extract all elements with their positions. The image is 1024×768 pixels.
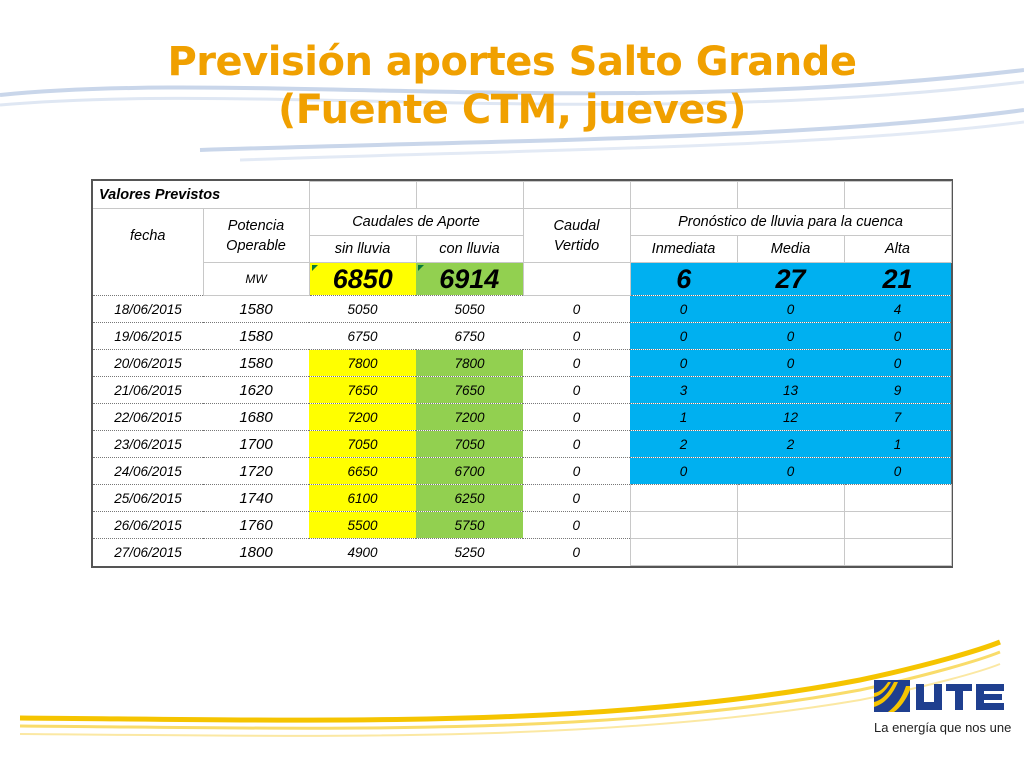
con-lluvia-cell: 6250 — [416, 485, 523, 512]
media-cell: 0 — [737, 458, 844, 485]
sin-lluvia-cell: 7650 — [309, 377, 416, 404]
bottom-swoosh-decoration — [0, 620, 1024, 768]
alta-cell: 9 — [844, 377, 951, 404]
alta-cell — [844, 485, 951, 512]
potencia-cell: 1720 — [203, 458, 309, 485]
inmediata-cell: 0 — [630, 350, 737, 377]
inmediata-cell: 3 — [630, 377, 737, 404]
fecha-header: fecha — [130, 227, 166, 244]
caudal-vertido-cell: 0 — [523, 377, 630, 404]
fecha-cell: 20/06/2015 — [93, 350, 203, 377]
potencia-cell: 1740 — [203, 485, 309, 512]
inmediata-cell: 2 — [630, 431, 737, 458]
alta-cell: 1 — [844, 431, 951, 458]
sin-lluvia-header: sin lluvia — [309, 236, 416, 263]
potencia-operable-header: Potencia Operable — [203, 209, 309, 263]
sin-lluvia-cell: 7200 — [309, 404, 416, 431]
table-row — [93, 431, 951, 458]
comment-marker-icon — [418, 265, 424, 271]
alta-cell: 0 — [844, 323, 951, 350]
total-con-lluvia-value: 6914 — [439, 263, 500, 294]
comment-marker-icon — [312, 265, 318, 271]
media-cell: 0 — [737, 350, 844, 377]
total-alta: 21 — [844, 263, 951, 296]
media-cell: 13 — [737, 377, 844, 404]
con-lluvia-header: con lluvia — [416, 236, 523, 263]
potencia-cell: 1700 — [203, 431, 309, 458]
alta-cell: 7 — [844, 404, 951, 431]
table-row — [93, 350, 951, 377]
table-row — [93, 458, 951, 485]
ute-logo — [874, 680, 1012, 740]
con-lluvia-cell: 6750 — [416, 323, 523, 350]
sin-lluvia-cell: 4900 — [309, 539, 416, 566]
title-line-1: Previsión aportes Salto Grande — [167, 39, 857, 85]
table-row — [93, 404, 951, 431]
sin-lluvia-cell: 6750 — [309, 323, 416, 350]
potencia-cell: 1580 — [203, 323, 309, 350]
sin-lluvia-cell: 6100 — [309, 485, 416, 512]
con-lluvia-cell: 7650 — [416, 377, 523, 404]
table-row — [93, 512, 951, 539]
alta-cell: 0 — [844, 458, 951, 485]
media-cell: 0 — [737, 323, 844, 350]
fecha-cell: 19/06/2015 — [93, 323, 203, 350]
header-row-title — [93, 182, 951, 209]
caudal-vertido-cell: 0 — [523, 458, 630, 485]
ute-slogan: La energía que nos une — [874, 720, 1012, 735]
inmediata-cell — [630, 485, 737, 512]
empty-header-cell — [844, 182, 951, 209]
ute-emblem-icon — [874, 680, 910, 712]
alta-cell: 4 — [844, 296, 951, 323]
caudales-de-aporte-header: Caudales de Aporte — [309, 209, 523, 236]
potencia-cell: 1580 — [203, 350, 309, 377]
fecha-cell: 18/06/2015 — [93, 296, 203, 323]
empty-header-cell — [737, 182, 844, 209]
inmediata-cell: 1 — [630, 404, 737, 431]
con-lluvia-cell: 7050 — [416, 431, 523, 458]
potencia-cell: 1580 — [203, 296, 309, 323]
fecha-cell: 22/06/2015 — [93, 404, 203, 431]
sin-lluvia-cell: 5500 — [309, 512, 416, 539]
media-cell — [737, 512, 844, 539]
title-line-2: (Fuente CTM, jueves) — [277, 87, 747, 133]
pronostico-lluvia-header: Pronóstico de lluvia para la cuenca — [630, 209, 951, 236]
table-row — [93, 296, 951, 323]
fecha-cell: 23/06/2015 — [93, 431, 203, 458]
con-lluvia-cell: 5050 — [416, 296, 523, 323]
total-con-lluvia — [416, 263, 523, 296]
alta-cell — [844, 512, 951, 539]
ute-wordmark — [914, 682, 1006, 712]
sin-lluvia-cell: 6650 — [309, 458, 416, 485]
media-header: Media — [737, 236, 844, 263]
caudal-vertido-cell: 0 — [523, 539, 630, 566]
potencia-cell: 1680 — [203, 404, 309, 431]
table-row — [93, 539, 951, 566]
caudal-vertido-header: Caudal Vertido — [523, 209, 630, 263]
caudal-vertido-cell: 0 — [523, 350, 630, 377]
totals-row — [93, 263, 951, 296]
media-cell: 12 — [737, 404, 844, 431]
media-cell: 0 — [737, 296, 844, 323]
con-lluvia-cell: 5250 — [416, 539, 523, 566]
media-cell: 2 — [737, 431, 844, 458]
sin-lluvia-cell: 7050 — [309, 431, 416, 458]
media-cell — [737, 539, 844, 566]
mw-unit-label: MW — [203, 263, 309, 296]
media-cell — [737, 485, 844, 512]
caudal-vertido-cell: 0 — [523, 323, 630, 350]
total-inmediata: 6 — [630, 263, 737, 296]
caudal-vertido-cell: 0 — [523, 296, 630, 323]
potencia-cell: 1760 — [203, 512, 309, 539]
total-media: 27 — [737, 263, 844, 296]
empty-header-cell — [416, 182, 523, 209]
page-title — [0, 38, 1024, 134]
sin-lluvia-cell: 7800 — [309, 350, 416, 377]
con-lluvia-cell: 7800 — [416, 350, 523, 377]
sin-lluvia-cell: 5050 — [309, 296, 416, 323]
empty-cell — [523, 263, 630, 296]
forecast-table — [93, 181, 952, 566]
alta-cell: 0 — [844, 350, 951, 377]
inmediata-header: Inmediata — [630, 236, 737, 263]
caudal-vertido-cell: 0 — [523, 512, 630, 539]
alta-cell — [844, 539, 951, 566]
inmediata-cell: 0 — [630, 296, 737, 323]
con-lluvia-cell: 5750 — [416, 512, 523, 539]
caudal-vertido-cell: 0 — [523, 485, 630, 512]
fecha-cell: 25/06/2015 — [93, 485, 203, 512]
empty-header-cell — [523, 182, 630, 209]
fecha-cell: 24/06/2015 — [93, 458, 203, 485]
inmediata-cell: 0 — [630, 458, 737, 485]
alta-header: Alta — [844, 236, 951, 263]
inmediata-cell — [630, 539, 737, 566]
caudal-vertido-cell: 0 — [523, 404, 630, 431]
total-sin-lluvia — [309, 263, 416, 296]
fecha-cell: 27/06/2015 — [93, 539, 203, 566]
data-rows — [93, 296, 951, 566]
inmediata-cell — [630, 512, 737, 539]
table-row — [93, 377, 951, 404]
header-row-groups — [93, 209, 951, 236]
table-row — [93, 323, 951, 350]
valores-previstos-label: Valores Previstos — [93, 182, 309, 209]
total-sin-lluvia-value: 6850 — [332, 263, 393, 294]
potencia-cell: 1800 — [203, 539, 309, 566]
empty-header-cell — [630, 182, 737, 209]
empty-cell — [93, 263, 203, 296]
caudal-vertido-cell: 0 — [523, 431, 630, 458]
table-row — [93, 485, 951, 512]
empty-header-cell — [309, 182, 416, 209]
con-lluvia-cell: 6700 — [416, 458, 523, 485]
potencia-cell: 1620 — [203, 377, 309, 404]
fecha-cell: 21/06/2015 — [93, 377, 203, 404]
con-lluvia-cell: 7200 — [416, 404, 523, 431]
fecha-cell: 26/06/2015 — [93, 512, 203, 539]
inmediata-cell: 0 — [630, 323, 737, 350]
forecast-table-container — [91, 179, 953, 568]
